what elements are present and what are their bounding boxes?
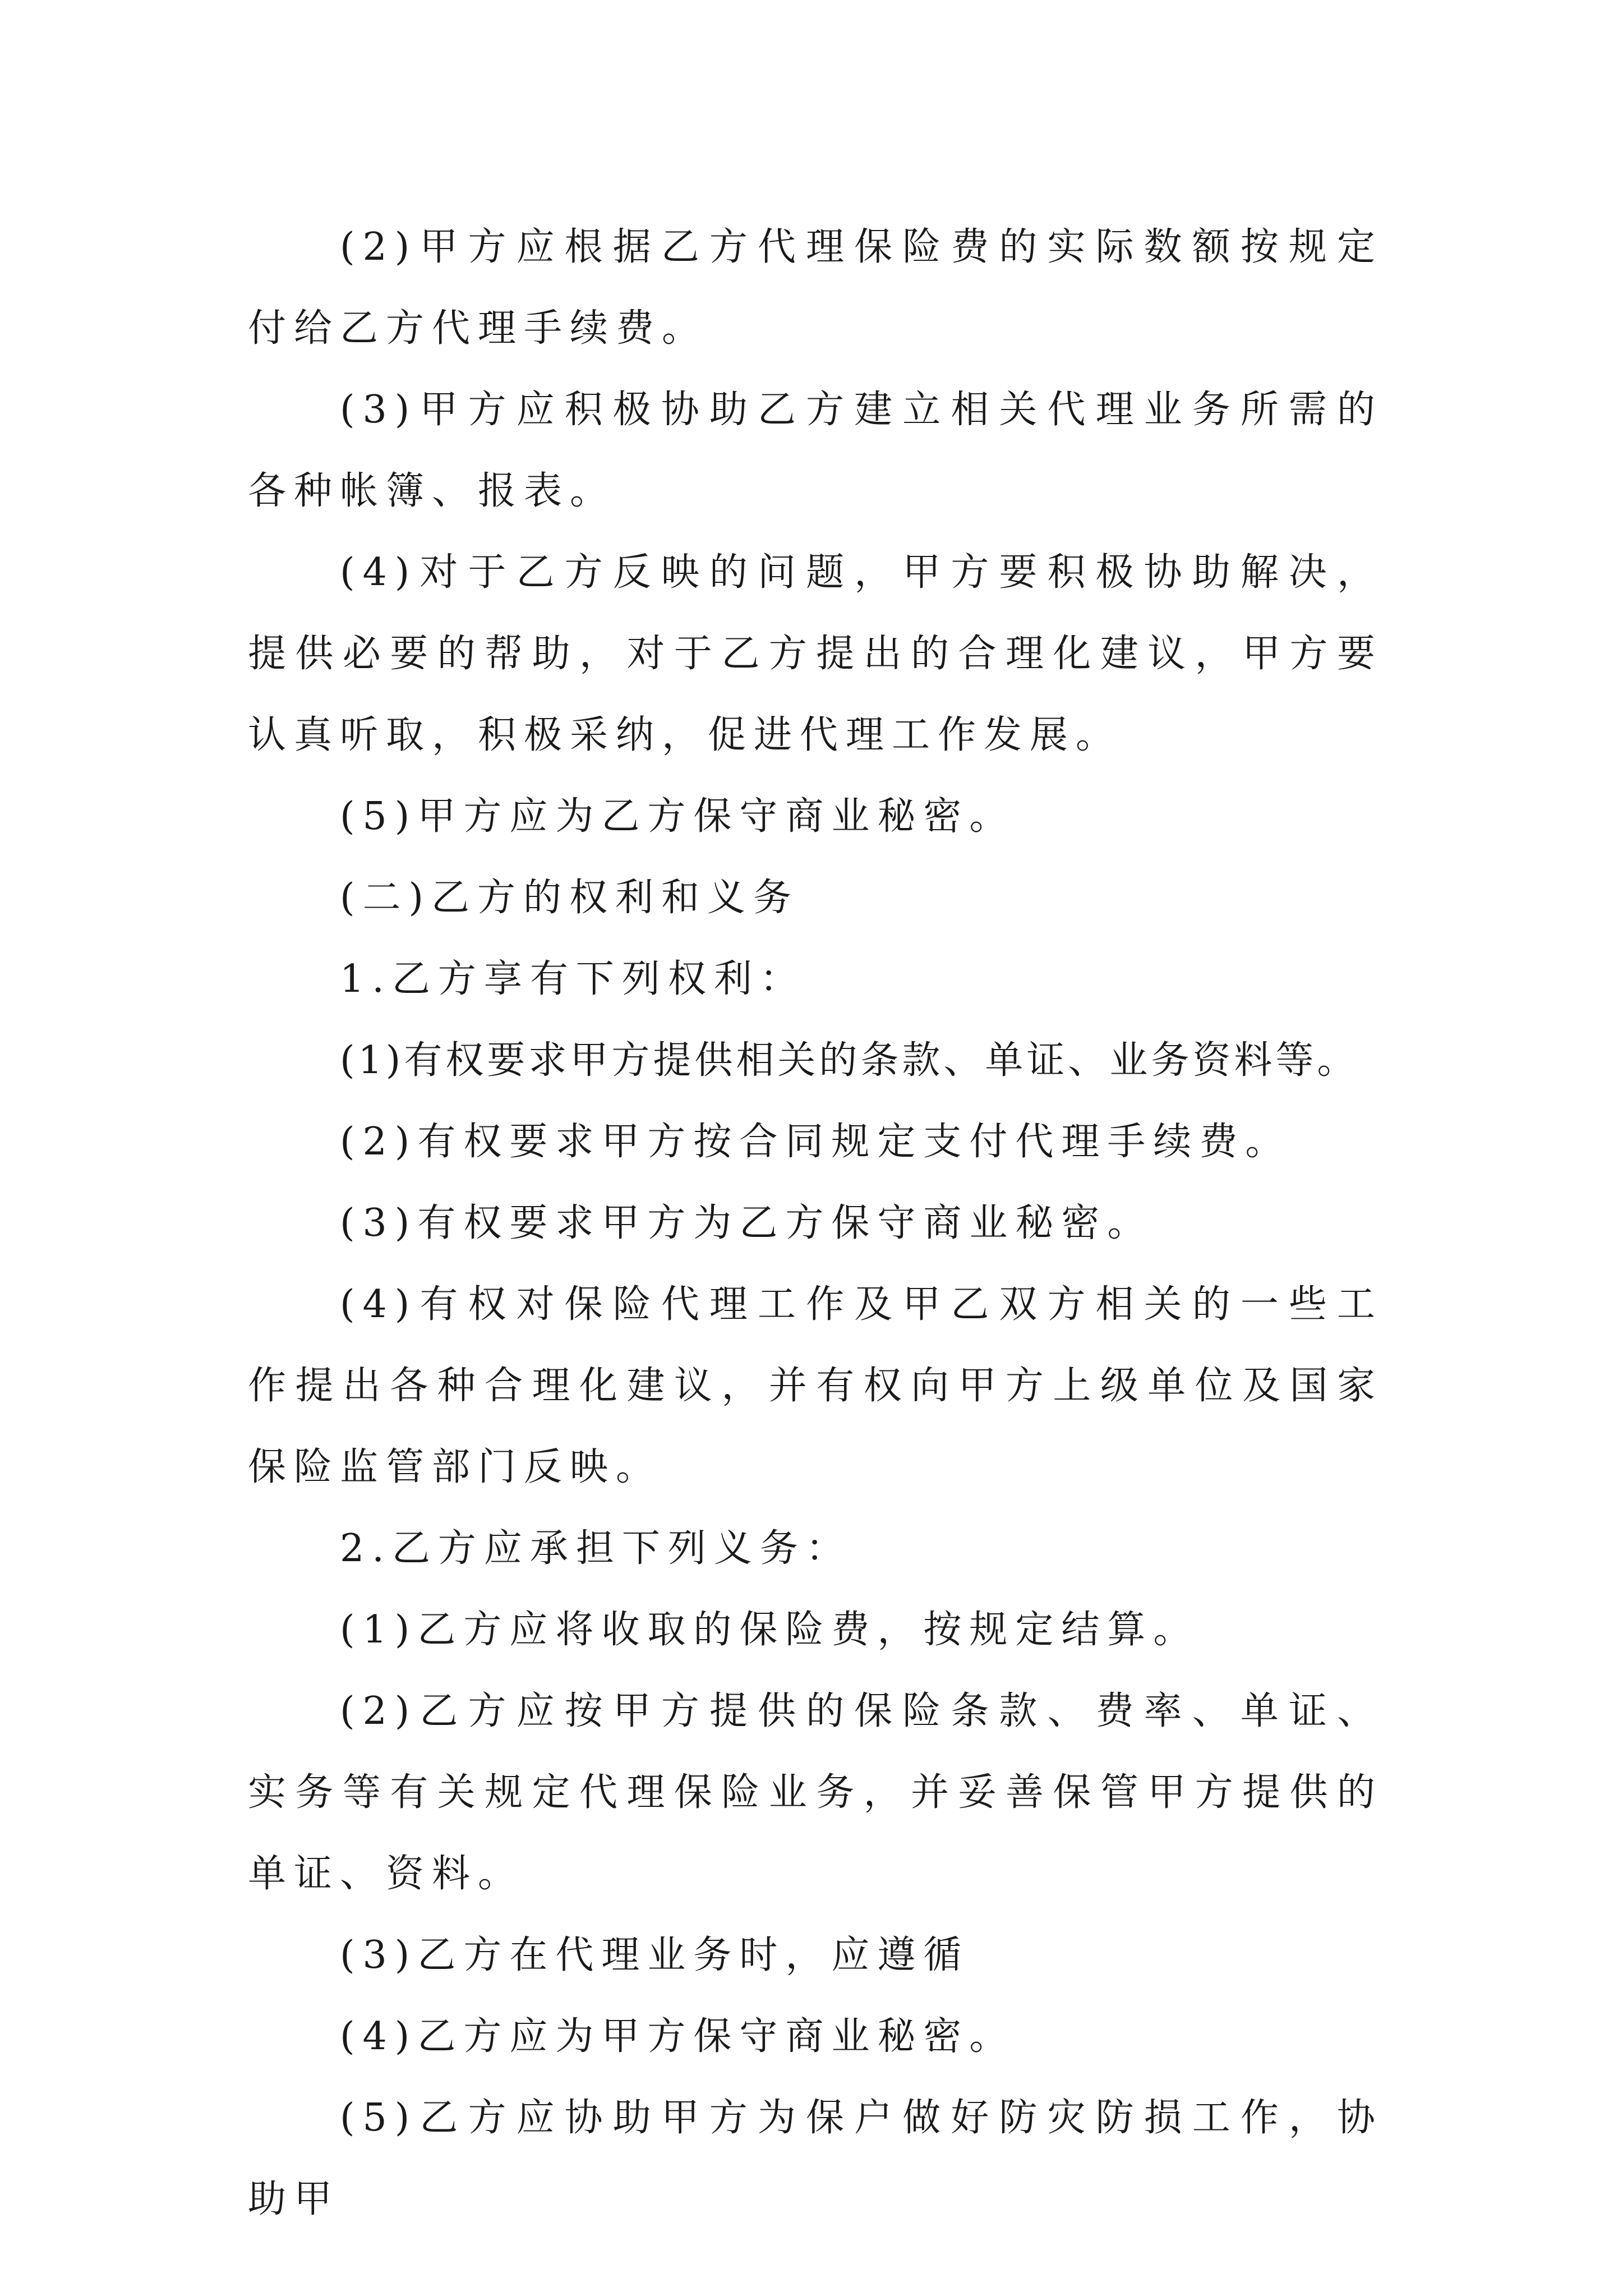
paragraph-14: (3)乙方在代理业务时，应遵循 [340,1933,970,1977]
paragraph-8: (2)有权要求甲方按合同规定支付代理手续费。 [340,1120,1292,1164]
paragraph-11: 2.乙方应承担下列义务： [340,1526,852,1571]
paragraph-9: (3)有权要求甲方为乙方保守商业秘密。 [340,1201,1154,1245]
paragraph-5: (二)乙方的权利和义务 [340,876,800,920]
paragraph-1: (2)甲方应根据乙方代理保险费的实际数额按规定付给乙方代理手续费。 [248,225,1383,351]
paragraph-12: (1)乙方应将收取的保险费，按规定结算。 [340,1608,1200,1652]
paragraph-10: (4)有权对保险代理工作及甲乙双方相关的一些工作提出各种合理化建议，并有权向甲方上级单位及国家保险监管部门反映。 [248,1282,1383,1489]
paragraph-4: (5)甲方应为乙方保守商业秘密。 [340,794,1016,839]
paragraph-2: (3)甲方应积极协助乙方建立相关代理业务所需的各种帐簿、报表。 [248,388,1383,513]
paragraph-13: (2)乙方应按甲方提供的保险条款、费率、单证、实务等有关规定代理保险业务，并妥善保管甲方提供的单证、资料。 [248,1689,1383,1896]
paragraph-16: (5)乙方应协助甲方为保户做好防灾防损工作，协助甲 [248,2096,1383,2221]
paragraph-7: (1)有权要求甲方提供相关的条款、单证、业务资料等。 [340,1038,1359,1083]
paragraph-15: (4)乙方应为甲方保守商业秘密。 [340,2014,1016,2059]
paragraph-6: 1.乙方享有下列权利： [340,957,806,1001]
document-body [248,206,1383,2240]
paragraph-3: (4)对于乙方反映的问题，甲方要积极协助解决，提供必要的帮助，对于乙方提出的合理化建议，甲方要认真听取，积极采纳，促进代理工作发展。 [248,550,1383,757]
